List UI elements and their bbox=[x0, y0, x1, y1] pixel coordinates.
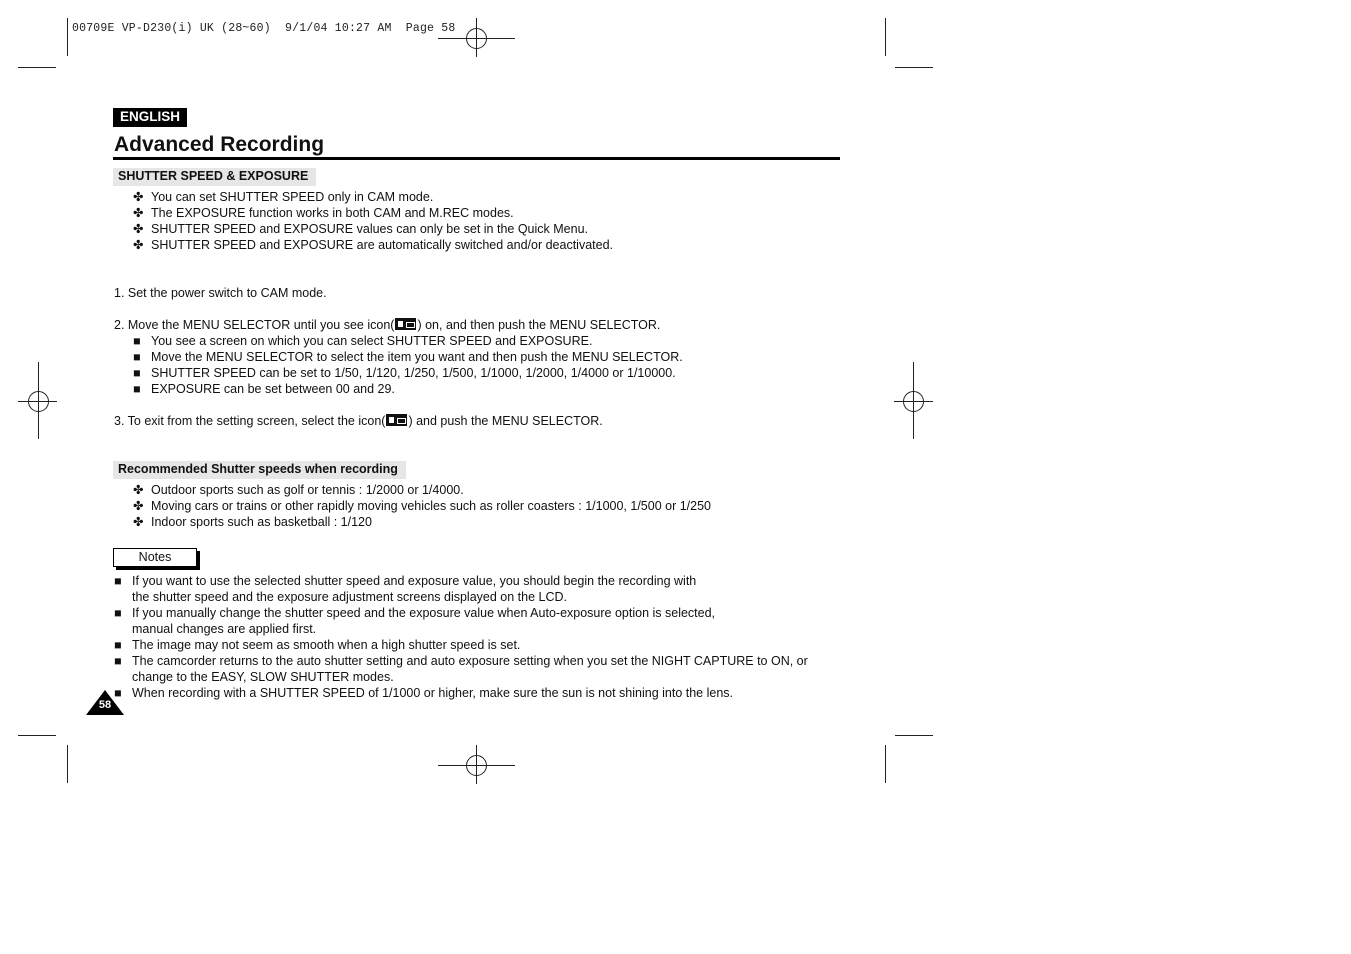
notes-label: Notes bbox=[113, 548, 197, 567]
title-divider bbox=[113, 157, 840, 160]
square-bullet-icon: ■ bbox=[133, 350, 141, 364]
bullet-icon: ✤ bbox=[133, 238, 144, 252]
square-bullet-icon: ■ bbox=[133, 382, 141, 396]
list-item: ■ EXPOSURE can be set between 00 and 29. bbox=[133, 382, 395, 396]
section-heading-shutter-exposure: SHUTTER SPEED & EXPOSURE bbox=[113, 168, 316, 186]
note-item: ■ The camcorder returns to the auto shutter setting and auto exposure setting when you set the NIGHT CAPTURE to ON, or bbox=[114, 654, 808, 668]
bullet-icon: ✤ bbox=[133, 515, 144, 529]
list-item: ■ You see a screen on which you can select SHUTTER SPEED and EXPOSURE. bbox=[133, 334, 593, 348]
note-item: ■ The image may not seem as smooth when a high shutter speed is set. bbox=[114, 638, 521, 652]
bullet-icon: ✤ bbox=[133, 222, 144, 236]
bullet-icon: ✤ bbox=[133, 206, 144, 220]
language-tab: ENGLISH bbox=[113, 108, 187, 127]
note-item-continuation: manual changes are applied first. bbox=[132, 622, 317, 636]
list-item: ✤ SHUTTER SPEED and EXPOSURE values can only be set in the Quick Menu. bbox=[133, 222, 588, 236]
square-bullet-icon: ■ bbox=[114, 606, 122, 620]
note-item: ■ When recording with a SHUTTER SPEED of 1/1000 or higher, make sure the sun is not shining into the lens. bbox=[114, 686, 734, 700]
page-number: 58 bbox=[98, 699, 112, 711]
square-bullet-icon: ■ bbox=[133, 366, 141, 380]
page-title: Advanced Recording bbox=[114, 133, 325, 156]
camera-menu-icon bbox=[395, 318, 416, 330]
step-1: 1. Set the power switch to CAM mode. bbox=[114, 286, 327, 300]
square-bullet-icon: ■ bbox=[114, 574, 122, 588]
bullet-icon: ✤ bbox=[133, 499, 144, 513]
camera-menu-icon bbox=[386, 414, 407, 426]
note-item-continuation: the shutter speed and the exposure adjustment screens displayed on the LCD. bbox=[132, 590, 567, 604]
square-bullet-icon: ■ bbox=[114, 654, 122, 668]
square-bullet-icon: ■ bbox=[114, 638, 122, 652]
note-item: ■ If you manually change the shutter speed and the exposure value when Auto-exposure option is selected, bbox=[114, 606, 716, 620]
print-slug: 00709E VP-D230(i) UK (28~60) 9/1/04 10:27 AM Page 58 bbox=[72, 22, 456, 35]
square-bullet-icon: ■ bbox=[114, 686, 122, 700]
list-item: ✤ Indoor sports such as basketball : 1/120 bbox=[133, 515, 372, 529]
list-item: ■ SHUTTER SPEED can be set to 1/50, 1/120, 1/250, 1/500, 1/1000, 1/2000, 1/4000 or 1/10000. bbox=[133, 366, 676, 380]
list-item: ✤ You can set SHUTTER SPEED only in CAM mode. bbox=[133, 190, 434, 204]
bullet-icon: ✤ bbox=[133, 190, 144, 204]
list-item: ✤ The EXPOSURE function works in both CAM and M.REC modes. bbox=[133, 206, 514, 220]
list-item: ✤ SHUTTER SPEED and EXPOSURE are automatically switched and/or deactivated. bbox=[133, 238, 614, 252]
step-2: 2. Move the MENU SELECTOR until you see icon( ) on, and then push the MENU SELECTOR. bbox=[114, 318, 661, 332]
list-item: ■ Move the MENU SELECTOR to select the item you want and then push the MENU SELECTOR. bbox=[133, 350, 683, 364]
section-heading-recommended-speeds: Recommended Shutter speeds when recording bbox=[113, 461, 406, 479]
note-item: ■ If you want to use the selected shutter speed and exposure value, you should begin the recording with bbox=[114, 574, 697, 588]
square-bullet-icon: ■ bbox=[133, 334, 141, 348]
step-3: 3. To exit from the setting screen, select the icon( ) and push the MENU SELECTOR. bbox=[114, 414, 603, 428]
bullet-icon: ✤ bbox=[133, 483, 144, 497]
note-item-continuation: change to the EASY, SLOW SHUTTER modes. bbox=[132, 670, 394, 684]
list-item: ✤ Moving cars or trains or other rapidly moving vehicles such as roller coasters : 1/1000, 1/500 or 1/250 bbox=[133, 499, 711, 513]
list-item: ✤ Outdoor sports such as golf or tennis : 1/2000 or 1/4000. bbox=[133, 483, 464, 497]
